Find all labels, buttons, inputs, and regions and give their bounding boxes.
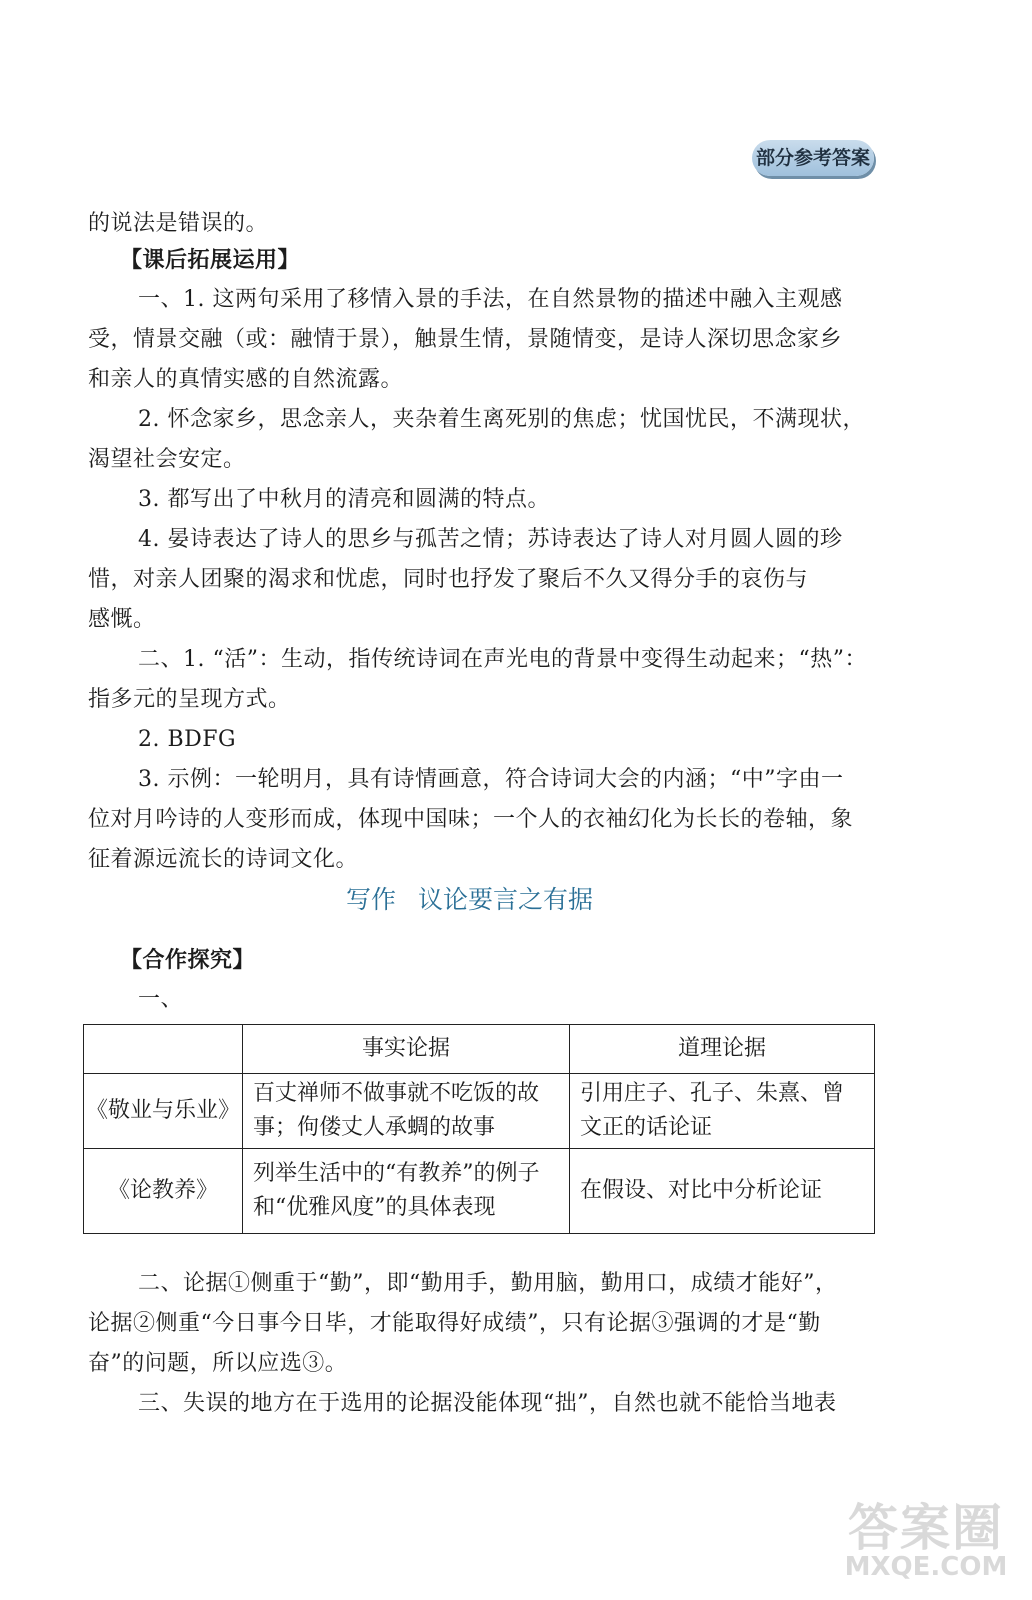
text-line: 4. 晏诗表达了诗人的思乡与孤苦之情；苏诗表达了诗人对月圆人圆的珍 [138, 527, 843, 552]
text-line: 征着源远流长的诗词文化。 [88, 847, 359, 872]
subheading-cooperation: 【合作探究】 [120, 947, 256, 973]
text-line: 惜，对亲人团聚的渴求和忧虑，同时也抒发了聚后不久又得分手的哀伤与 [88, 567, 809, 592]
text-line: 的说法是错误的。 [88, 211, 269, 236]
section-name: 议论要言之有据 [418, 885, 594, 914]
text-line: 2. BDFG [138, 727, 237, 752]
table-cell: 《敬业与乐业》 [84, 1074, 243, 1149]
section-title [346, 882, 593, 918]
text-line: 三、失误的地方在于选用的论据没能体现“拙”，自然也就不能恰当地表 [138, 1391, 837, 1416]
table-header-cell: 道理论据 [570, 1025, 875, 1074]
evidence-table [83, 1024, 875, 1234]
text-line: 论据②侧重“今日事今日毕，才能取得好成绩”，只有论据③强调的才是“勤 [88, 1311, 821, 1336]
text-line: 渴望社会安定。 [88, 447, 246, 472]
table-header-cell [84, 1025, 243, 1074]
text-line: 2. 怀念家乡，思念亲人，夹杂着生离死别的焦虑；忧国忧民，不满现状， [138, 407, 865, 432]
text-line: 一、1. 这两句采用了移情入景的手法，在自然景物的描述中融入主观感 [138, 287, 843, 312]
watermark [836, 1488, 1016, 1588]
text-line: 和亲人的真情实感的自然流露。 [88, 367, 404, 392]
section-part: 写作 [346, 885, 397, 914]
answer-key-badge: 部分参考答案 [752, 140, 874, 176]
text-line: 感慨。 [88, 607, 156, 632]
table-cell: 《论教养》 [84, 1149, 243, 1234]
text-line: 位对月吟诗的人变形而成，体现中国味；一个人的衣袖幻化为长长的卷轴，象 [88, 807, 854, 832]
table-cell: 列举生活中的“有教养”的例子和“优雅风度”的具体表现 [243, 1149, 570, 1234]
text-line: 受，情景交融（或：融情于景），触景生情，景随情变，是诗人深切思念家乡 [88, 327, 843, 352]
table-cell: 引用庄子、孔子、朱熹、曾文正的话论证 [570, 1074, 875, 1149]
table-header-row [84, 1025, 875, 1074]
watermark-logo: 答案圈 [848, 1499, 1004, 1557]
text-line: 3. 示例：一轮明月，具有诗情画意，符合诗词大会的内涵；“中”字由一 [138, 767, 844, 792]
text-line: 二、论据①侧重于“勤”，即“勤用手，勤用脑，勤用口，成绩才能好”， [138, 1271, 838, 1296]
table-cell: 在假设、对比中分析论证 [570, 1149, 875, 1234]
text-line: 一、 [138, 987, 184, 1012]
watermark-url: MXQE.COM [844, 1552, 1008, 1582]
subheading-extension: 【课后拓展运用】 [120, 247, 301, 273]
text-line: 奋”的问题，所以应选③。 [88, 1351, 348, 1376]
text-line: 3. 都写出了中秋月的清亮和圆满的特点。 [138, 487, 550, 512]
table-header-cell: 事实论据 [243, 1025, 570, 1074]
table-row [84, 1074, 875, 1149]
table-cell: 百丈禅师不做事就不吃饭的故事；佝偻丈人承蜩的故事 [243, 1074, 570, 1149]
text-line: 指多元的呈现方式。 [88, 687, 291, 712]
table-row [84, 1149, 875, 1234]
text-line: 二、1. “活”：生动，指传统诗词在声光电的背景中变得生动起来；“热”： [138, 647, 867, 672]
